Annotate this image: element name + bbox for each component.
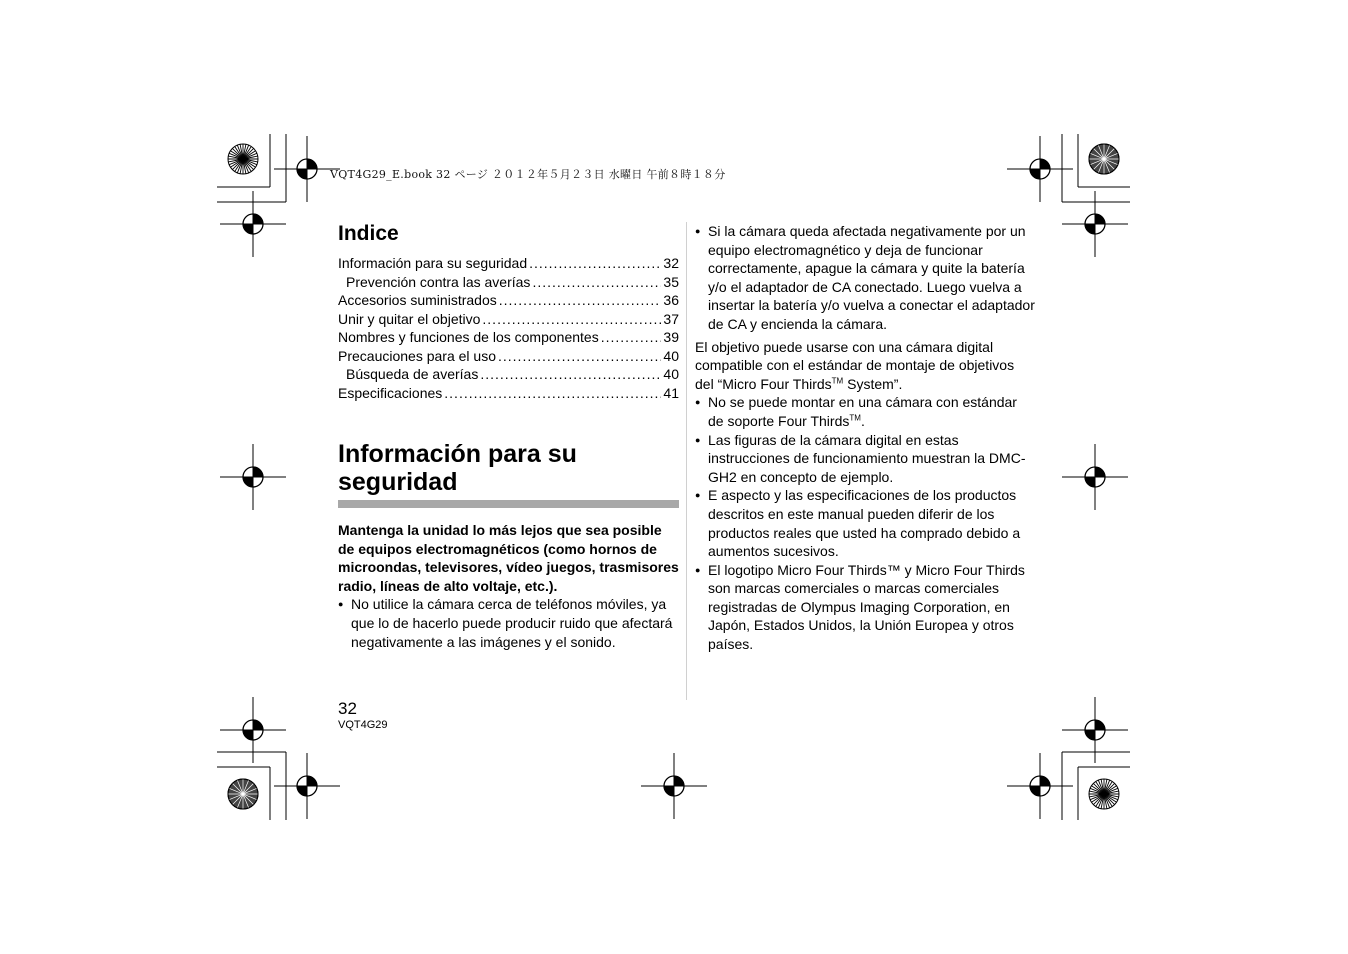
compat-text: El objetivo puede usarse con una cámara digital compatible con el estándar de montaje de objetivos del “Micro Four Thirds <box>695 338 1015 392</box>
bullet-icon: ● <box>695 434 701 445</box>
toc-entry-label: Nombres y funciones de los componentes <box>338 329 599 345</box>
toc-entry[interactable] <box>338 365 679 384</box>
bullet-text: E aspecto y las especificaciones de los productos descritos en este manual pueden diferir de los productos reales que usted ha comprado debido a aumentos sucesivos. <box>708 487 1021 560</box>
trademark-mark: TM <box>849 413 861 423</box>
section-title-line2: seguridad <box>338 468 458 496</box>
toc-entry-page: 40 <box>663 366 679 382</box>
safety-warning: Mantenga la unidad lo más lejos que sea posible de equipos electromagnéticos (como hornos de microondas, televisores, vídeo juegos, trasmisores radio, líneas de alto voltaje, etc.). <box>338 522 679 594</box>
toc-entry-label: Precauciones para el uso <box>338 347 496 364</box>
page-number: 32 <box>338 699 357 718</box>
toc-entry-page: 41 <box>663 384 679 401</box>
bullet-icon: ● <box>695 564 701 575</box>
bullet-text: El logotipo Micro Four Thirds™ y Micro Four Thirds son marcas comerciales o marcas comerciales registradas de Olympus Imaging Corporation, en Japón, Estados Unidos, la Unión Europea y otros países. <box>708 561 1025 653</box>
bullet-text: Si la cámara queda afectada negativamente por un equipo electromagnético y deja de funcionar correctamente, apague la cámara y quite la batería y/o el adaptador de CA conectado. Luego vuelva a insertar la batería y/o vuelva a conectar el adaptador de CA y encienda la cámara. <box>708 223 1035 332</box>
toc-leader-dots <box>482 310 661 329</box>
compatibility-paragraph <box>695 338 1035 394</box>
bullet-item <box>338 595 679 651</box>
bullet-item <box>695 431 1035 487</box>
column-divider <box>686 222 687 700</box>
toc-entry[interactable] <box>338 273 679 292</box>
toc-entry[interactable] <box>338 384 679 403</box>
bullet-icon: ● <box>695 490 701 501</box>
index-title: Indice <box>338 222 399 245</box>
toc-entry-label: Búsqueda de averías <box>346 366 479 382</box>
toc-leader-dots <box>529 254 661 273</box>
right-column <box>695 222 1035 654</box>
toc-leader-dots <box>532 273 661 292</box>
table-of-contents <box>338 254 679 402</box>
toc-leader-dots <box>499 291 662 310</box>
toc-entry-page: 37 <box>663 310 679 327</box>
section-title-underline <box>338 500 679 508</box>
toc-entry-page: 35 <box>663 273 679 290</box>
bullet-icon: ● <box>695 226 701 236</box>
toc-entry[interactable] <box>338 291 679 310</box>
bullet-item <box>695 222 1035 334</box>
trademark-mark: TM <box>831 376 844 386</box>
fourthirds-end: . <box>860 412 865 429</box>
bullet-item <box>695 393 1035 430</box>
toc-entry[interactable] <box>338 347 679 366</box>
toc-entry-page: 32 <box>663 255 679 271</box>
toc-leader-dots <box>601 328 662 347</box>
toc-entry[interactable] <box>338 254 679 273</box>
toc-entry[interactable] <box>338 310 679 329</box>
bullet-text: Las figuras de la cámara digital en estas instrucciones de funcionamiento muestran la DMC-GH2 en concepto de ejemplo. <box>708 431 1026 485</box>
section-title <box>338 440 679 496</box>
toc-entry-label: Información para su seguridad <box>338 255 528 271</box>
toc-entry-page: 39 <box>663 329 679 345</box>
left-column <box>338 220 679 651</box>
bullet-text: No utilice la cámara cerca de teléfonos móviles, ya que lo de hacerlo puede producir ruido que afectará negativamente a las imágenes y el sonido. <box>351 596 673 650</box>
print-header-line: VQT4G29_E.book 32 ページ ２０１２年５月２３日 水曜日 午前８時１８分 <box>330 168 726 181</box>
toc-entry-label: Accesorios suministrados <box>338 292 497 308</box>
toc-entry-label: Prevención contra las averías <box>346 273 531 290</box>
toc-leader-dots <box>498 347 661 366</box>
bullet-item <box>695 486 1035 560</box>
toc-leader-dots <box>444 384 661 403</box>
bullet-text <box>708 393 1035 430</box>
section-title-line1: Información para su <box>338 440 577 468</box>
toc-entry-label: Especificaciones <box>338 384 443 401</box>
toc-entry-page: 36 <box>663 292 679 308</box>
bullet-icon: ● <box>695 397 701 408</box>
fourthirds-text: No se puede montar en una cámara con estándar de soporte Four Thirds <box>708 394 1017 429</box>
toc-entry[interactable] <box>338 328 679 347</box>
toc-leader-dots <box>480 365 661 384</box>
document-code: VQT4G29 <box>338 719 388 731</box>
toc-entry-label: Unir y quitar el objetivo <box>338 310 481 327</box>
compat-end: System”. <box>843 375 903 392</box>
bullet-item <box>695 561 1035 654</box>
toc-entry-page: 40 <box>663 347 679 364</box>
bullet-icon: ● <box>338 599 344 610</box>
